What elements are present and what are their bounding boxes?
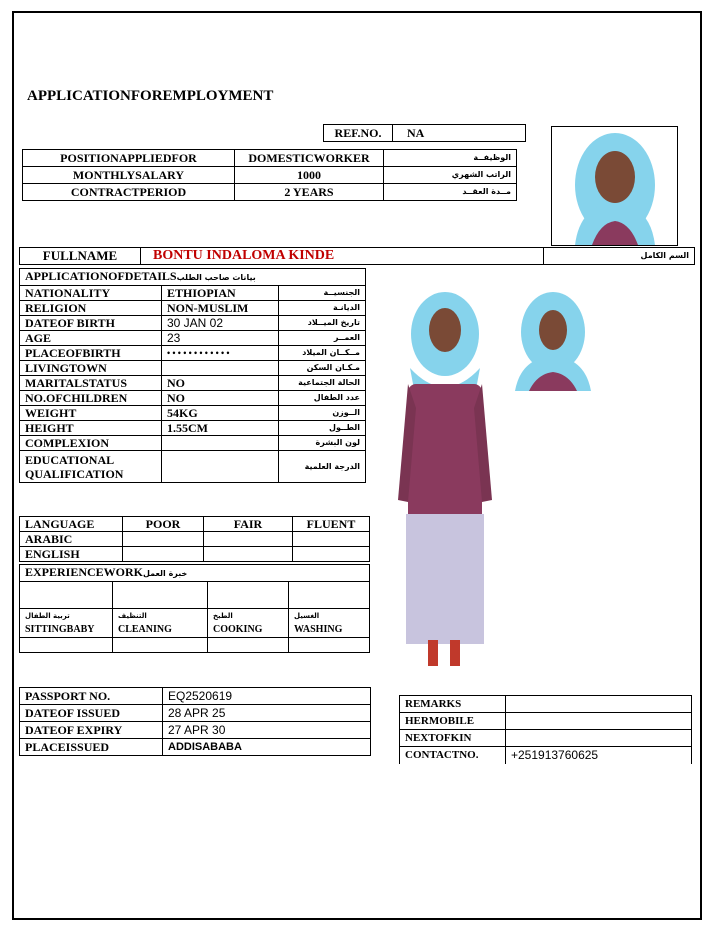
applicant-header: [20, 269, 366, 286]
language-fluent: [293, 532, 370, 547]
detail-label: AGE: [20, 331, 162, 346]
remarks-value: [506, 730, 692, 747]
detail-label: MARITALSTATUS: [20, 376, 162, 391]
detail-label: HEIGHT: [20, 421, 162, 436]
ref-label: REF.NO.: [324, 125, 393, 142]
ref-table: [323, 124, 526, 142]
detail-ar: الديانـة: [279, 301, 366, 316]
fullname-ar: السم الكامل: [544, 248, 695, 265]
position-label: POSITIONAPPLIEDFOR: [23, 150, 235, 167]
fair-header: FAIR: [204, 517, 293, 532]
contract-ar: مــدة العقــد: [384, 184, 517, 201]
detail-value: NO: [162, 376, 279, 391]
detail-ar: العمــر: [279, 331, 366, 346]
skill-label: WASHING: [294, 624, 343, 635]
education-label-line2: QUALIFICATION: [25, 466, 124, 481]
language-fluent: [293, 547, 370, 562]
remarks-value: [506, 713, 692, 730]
detail-value: [162, 361, 279, 376]
portrait-photo: [551, 126, 678, 246]
skill-ar: التنظيف: [118, 612, 147, 620]
detail-ar: الحالة الجتماعية: [279, 376, 366, 391]
detail-value: 1.55CM: [162, 421, 279, 436]
applicant-header-ar: بيانات صاحب الطلب: [176, 273, 256, 282]
detail-label: COMPLEXION: [20, 436, 162, 451]
fluent-header: FLUENT: [293, 517, 370, 532]
small-portrait-photo: [509, 288, 597, 391]
fullname-label: FULLNAME: [20, 248, 141, 265]
language-fair: [204, 547, 293, 562]
detail-label: WEIGHT: [20, 406, 162, 421]
detail-label: NATIONALITY: [20, 286, 162, 301]
passport-value: EQ2520619: [163, 688, 371, 705]
skill-ar: الغسيل: [294, 612, 320, 620]
education-label-line1: EDUCATIONAL: [25, 452, 115, 467]
skill-label: COOKING: [213, 624, 263, 635]
skill-ar: الطبخ: [213, 612, 233, 620]
detail-ar: لون البشرة: [279, 436, 366, 451]
education-ar: الدرجة العلمية: [279, 451, 366, 483]
contract-label: CONTRACTPERIOD: [23, 184, 235, 201]
language-fair: [204, 532, 293, 547]
details-table: [19, 268, 366, 483]
language-poor: [123, 532, 204, 547]
passport-label: PLACEISSUED: [20, 739, 163, 756]
detail-ar: الطــول: [279, 421, 366, 436]
experience-ar: خبرة العمل: [143, 569, 188, 578]
passport-value: 27 APR 30: [163, 722, 371, 739]
remarks-label: NEXTOFKIN: [400, 730, 506, 747]
language-table: [19, 516, 370, 562]
language-name: ARABIC: [20, 532, 123, 547]
education-value: [162, 451, 279, 483]
position-value: DOMESTICWORKER: [235, 150, 384, 167]
salary-value: 1000: [235, 167, 384, 184]
remarks-table: [399, 695, 692, 764]
detail-label: PLACEOFBIRTH: [20, 346, 162, 361]
remarks-value: +251913760625: [506, 747, 692, 764]
remarks-label: REMARKS: [400, 696, 506, 713]
detail-value: • • • • • • • • • • • •: [162, 346, 279, 361]
detail-ar: تاريخ الميــلاد: [279, 316, 366, 331]
language-poor: [123, 547, 204, 562]
passport-label: PASSPORT NO.: [20, 688, 163, 705]
detail-ar: عدد الطفال: [279, 391, 366, 406]
ref-value: NA: [393, 125, 526, 142]
detail-value: NO: [162, 391, 279, 406]
poor-header: POOR: [123, 517, 204, 532]
remarks-label: HERMOBILE: [400, 713, 506, 730]
experience-table: [19, 564, 370, 653]
language-name: ENGLISH: [20, 547, 123, 562]
detail-value: ETHIOPIAN: [162, 286, 279, 301]
detail-value: NON-MUSLIM: [162, 301, 279, 316]
document-title: APPLICATIONFOREMPLOYMENT: [27, 88, 274, 104]
detail-value: 23: [162, 331, 279, 346]
full-body-photo: [390, 288, 500, 670]
position-table: [22, 149, 517, 201]
skill-label: SITTINGBABY: [25, 624, 95, 635]
skill-cell: [20, 609, 113, 638]
detail-label: DATEOF BIRTH: [20, 316, 162, 331]
remarks-value: [506, 696, 692, 713]
fullname-value: BONTU INDALOMA KINDE: [141, 248, 544, 265]
detail-ar: مـكـان السكن: [279, 361, 366, 376]
salary-label: MONTHLYSALARY: [23, 167, 235, 184]
detail-label: RELIGION: [20, 301, 162, 316]
detail-value: 54KG: [162, 406, 279, 421]
passport-table: [19, 687, 371, 756]
remarks-label: CONTACTNO.: [400, 747, 506, 764]
experience-header: [20, 565, 370, 582]
detail-label: NO.OFCHILDREN: [20, 391, 162, 406]
skill-cell: [208, 609, 289, 638]
education-label: [20, 451, 162, 483]
contract-value: 2 YEARS: [235, 184, 384, 201]
detail-ar: الــوزن: [279, 406, 366, 421]
detail-ar: الجنسيــة: [279, 286, 366, 301]
skill-label: CLEANING: [118, 624, 172, 635]
passport-label: DATEOF EXPIRY: [20, 722, 163, 739]
detail-ar: مــكــان الميلاد: [279, 346, 366, 361]
detail-label: LIVINGTOWN: [20, 361, 162, 376]
skill-ar: تربية الطفال: [25, 612, 70, 620]
detail-value: 30 JAN 02: [162, 316, 279, 331]
passport-value: ADDISABABA: [163, 739, 371, 756]
salary-ar: الراتب الشهري: [384, 167, 517, 184]
applicant-header-label: APPLICATIONOFDETAILS: [25, 269, 177, 283]
position-ar: الوظيفــة: [384, 150, 517, 167]
skill-cell: [289, 609, 370, 638]
passport-label: DATEOF ISSUED: [20, 705, 163, 722]
detail-value: [162, 436, 279, 451]
experience-label: EXPERIENCEWORK: [25, 565, 144, 579]
language-header: LANGUAGE: [20, 517, 123, 532]
passport-value: 28 APR 25: [163, 705, 371, 722]
fullname-table: [19, 247, 695, 265]
skill-cell: [113, 609, 208, 638]
